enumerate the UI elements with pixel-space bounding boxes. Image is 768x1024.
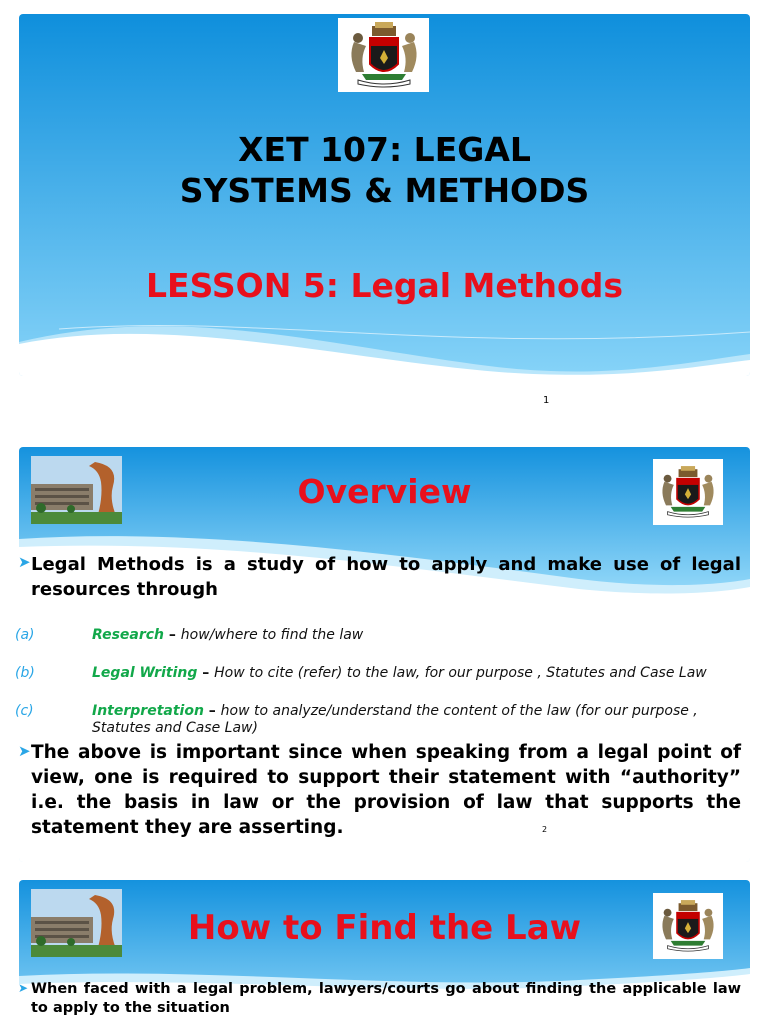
course-title-line-2: SYSTEMS & METHODS <box>179 171 590 210</box>
university-crest <box>338 18 429 92</box>
item-letter: (a) <box>15 627 35 643</box>
item-body <box>92 703 747 737</box>
coat-of-arms-icon <box>655 895 721 957</box>
lesson-title: LESSON 5: Legal Methods <box>146 266 623 305</box>
item-letter: (c) <box>15 703 34 719</box>
coat-of-arms-icon <box>342 20 426 90</box>
item-term: Legal Writing <box>92 665 198 681</box>
arrow-bullet-icon: ➤ <box>18 981 29 995</box>
item-dash: – <box>203 703 221 719</box>
page-number: 1 <box>543 395 550 406</box>
item-body <box>92 665 747 682</box>
item-letter: (b) <box>15 665 35 681</box>
item-term: Research <box>92 627 165 643</box>
item-term: Interpretation <box>92 703 204 719</box>
arrow-bullet-icon: ➤ <box>18 742 31 760</box>
course-title-line-1: XET 107: LEGAL <box>238 130 531 169</box>
slide-heading: Overview <box>297 472 472 511</box>
find-law-intro: When faced with a legal problem, lawyers/courts go about finding the applicable law to apply to the situation <box>31 981 741 1016</box>
item-dash: – <box>197 665 215 681</box>
coat-of-arms-icon <box>655 461 721 523</box>
slide-heading: How to Find the Law <box>187 908 582 948</box>
university-crest <box>653 893 723 959</box>
title-slide <box>19 14 750 376</box>
overview-intro: Legal Methods is a study of how to apply and make use of legal resources through <box>31 554 741 600</box>
page-number: 2 <box>542 825 548 834</box>
overview-conclusion: The above is important since when speaking from a legal point of view, one is required to support their statement with “authority” i.e. the basis in law or the provision of law that supports the statement they are asserting. <box>31 742 741 838</box>
item-body <box>92 627 747 644</box>
item-dash: – <box>164 627 181 643</box>
university-crest <box>653 459 723 525</box>
item-description: How to cite (refer) to the law, for our purpose , Statutes and Case Law <box>214 665 707 681</box>
item-description: how to analyze/understand the content of the law (for our purpose , Statutes and Case Law) <box>92 703 698 736</box>
item-description: how/where to find the law <box>180 627 364 643</box>
arrow-bullet-icon: ➤ <box>18 553 31 571</box>
